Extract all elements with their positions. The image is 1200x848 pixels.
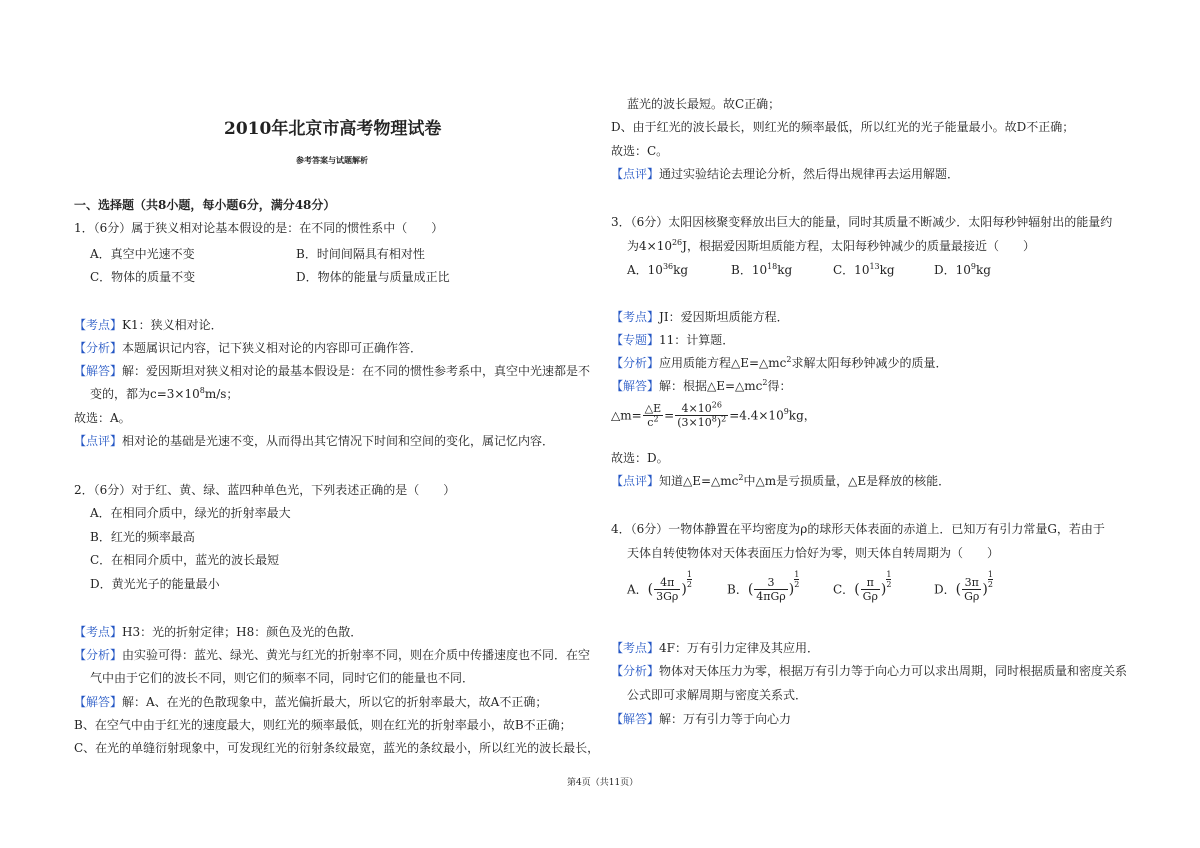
q3-option-d — [934, 262, 991, 278]
q3-stem-sup: 26 — [671, 238, 683, 247]
jieda-tag: 【解答】 — [611, 379, 660, 393]
q4-option-d-exp — [988, 570, 993, 589]
eq-frac2-num-a: 4×10 — [681, 402, 712, 415]
q4-fenxi — [611, 663, 1127, 679]
eq-rhs-unit: kg， — [788, 408, 816, 423]
q2-fenxi — [74, 647, 590, 663]
q3-option-c-text: C．10 — [833, 263, 870, 277]
q3-dianping-b: 中△m是亏损质量，△E是释放的核能． — [743, 474, 951, 488]
q1-dianping — [74, 433, 554, 449]
q3-dianping-sup: 2 — [738, 473, 744, 482]
q1-stem: 1．（6分）属于狭义相对论基本假设的是：在不同的惯性系中（ ） — [74, 221, 444, 235]
eq-frac1-num: △E — [644, 402, 662, 415]
q1-kaodian-text: K1：狭义相对论． — [122, 318, 223, 332]
q2-option-a: A．在相同介质中，绿光的折射率最大 — [90, 506, 291, 520]
q1-jieda-cont-sup: 8 — [199, 386, 205, 395]
q4-a-num: 4π — [654, 576, 680, 590]
eq-frac2-den-a: (3×10 — [677, 416, 712, 429]
eq-fraction-2 — [675, 402, 728, 429]
q1-jieda-cont-a: 变的，都为c=3×10 — [90, 387, 200, 401]
jieda-tag: 【解答】 — [611, 712, 660, 726]
dianping-tag: 【点评】 — [74, 434, 123, 448]
eq-fraction-1 — [643, 402, 664, 429]
q1-kaodian — [74, 317, 223, 333]
q3-option-b-text: B．10 — [731, 263, 768, 277]
q2-answer: 故选：C。 — [611, 144, 669, 158]
q4-option-a-frac — [654, 576, 680, 603]
eq-frac1-den — [643, 416, 664, 429]
q4-d-num: 3π — [962, 576, 981, 590]
q4-b-num: 3 — [754, 576, 787, 590]
q2-stem: 2．（6分）对于红、黄、绿、蓝四种单色光，下列表述正确的是（ ） — [74, 483, 456, 497]
fenxi-tag: 【分析】 — [611, 356, 660, 370]
q4-kaodian — [611, 640, 819, 656]
q3-option-c — [833, 262, 895, 278]
q4-b-exp-den: 2 — [794, 580, 800, 589]
q3-option-c-sup: 13 — [869, 262, 880, 271]
q4-a-exp-num: 1 — [686, 570, 692, 579]
eq-frac1-den-sup: 2 — [653, 414, 659, 424]
q4-option-c-frac — [861, 576, 880, 603]
section-heading: 一、选择题（共8小题，每小题6分，满分48分） — [74, 198, 336, 212]
q3-equation: △m= $\frac{\triangle E}{c^2}$ = $\frac{4\times 10^{26}}{(3\times 10^8)^2}$ $=4.4\times 10^9kg$， — [611, 400, 816, 429]
kaodian-tag: 【考点】 — [611, 310, 660, 324]
q3-fenxi-b: 求解太阳每秒钟减少的质量． — [791, 356, 948, 370]
q3-option-b — [731, 262, 792, 278]
page-title: 2010年北京市高考物理试卷 — [224, 119, 442, 139]
q4-d-exp-den: 2 — [987, 580, 993, 589]
eq-frac2-num-sup: 26 — [711, 400, 722, 410]
q3-dianping-a: 知道△E=△mc — [659, 474, 739, 488]
eq-rhs-sup: 9 — [783, 407, 789, 416]
q4-c-num: π — [861, 576, 880, 590]
q1-option-c: C．物体的质量不变 — [90, 270, 196, 284]
q2-jieda-d: D、由于红光的波长最长，则红光的频率最低，所以红光的光子能量最小。故D不正确； — [611, 120, 1075, 134]
eq-frac2-den-outer: 2 — [721, 414, 727, 424]
q3-fenxi-sup: 2 — [786, 355, 792, 364]
q1-option-a: A．真空中光速不变 — [90, 247, 195, 261]
q3-option-b-sup: 18 — [767, 262, 778, 271]
q3-jieda-sup: 2 — [762, 378, 768, 387]
q4-option-b-label: B． — [727, 582, 748, 597]
q4-b-exp-num: 1 — [794, 570, 800, 579]
q3-kaodian — [611, 309, 789, 325]
q4-fenxi-text: 物体对天体压力为零，根据万有引力等于向心力可以求出周期，同时根据质量和密度关系 — [659, 664, 1128, 678]
q4-b-den: 4πGρ — [756, 590, 786, 603]
eq-frac2-den-sup: 8 — [711, 414, 717, 424]
q3-fenxi — [611, 355, 948, 371]
q4-kaodian-text: 4F：万有引力定律及其应用． — [659, 641, 819, 655]
q3-kaodian-text: JI：爱因斯坦质能方程． — [659, 310, 789, 324]
eq-frac1-den-c: c — [647, 416, 654, 429]
q1-jieda-cont-b: m/s； — [204, 387, 239, 401]
dianping-tag: 【点评】 — [611, 167, 660, 181]
q3-stem-cont — [627, 238, 1035, 254]
q3-fenxi-a: 应用质能方程△E=△mc — [659, 356, 787, 370]
q2-jieda-c: C、在光的单缝衍射现象中，可发现红光的衍射条纹最宽，蓝光的条纹最小，所以红光的波长最长， — [74, 741, 600, 755]
q3-zhuanti — [611, 332, 734, 348]
q2-dianping-text: 通过实验结论去理论分析，然后得出规律再去运用解题． — [659, 167, 960, 181]
q2-option-c: C．在相同介质中，蓝光的波长最短 — [90, 553, 280, 567]
q1-jieda-text: 解：爱因斯坦对狭义相对论的最基本假设是：在不同的惯性参考系中，真空中光速都是不 — [122, 364, 591, 378]
eq-rhs: =4.4×10 — [729, 408, 784, 423]
q3-jieda — [611, 378, 792, 394]
q4-option-b-frac — [754, 576, 787, 603]
fenxi-tag: 【分析】 — [74, 341, 123, 355]
q2-kaodian-text: H3：光的折射定律；H8：颜色及光的色散． — [122, 625, 363, 639]
q4-stem-cont: 天体自转使物体对天体表面压力恰好为零，则天体自转周期为（ ） — [627, 546, 1000, 560]
jieda-tag: 【解答】 — [74, 364, 123, 378]
page-subtitle: 参考答案与试题解析 — [296, 155, 368, 165]
kaodian-tag: 【考点】 — [74, 625, 123, 639]
zhuanti-tag: 【专题】 — [611, 333, 660, 347]
q4-a-den: 3Gρ — [656, 590, 679, 603]
q1-answer: 故选：A。 — [74, 411, 131, 425]
eq-frac2-den — [675, 416, 728, 429]
q2-jieda-c-cont: 蓝光的波长最短。故C正确； — [627, 97, 781, 111]
q2-option-d: D．黄光光子的能量最小 — [90, 577, 220, 591]
q1-option-b: B．时间间隔具有相对性 — [296, 247, 425, 261]
kaodian-tag: 【考点】 — [74, 318, 123, 332]
q1-option-d: D．物体的能量与质量成正比 — [296, 270, 450, 284]
eq-frac2-den-b: ) — [716, 416, 722, 429]
q3-option-c-unit: kg — [879, 263, 895, 277]
q4-d-den: Gρ — [964, 590, 980, 603]
q4-jieda — [611, 711, 791, 727]
q3-option-d-unit: kg — [976, 263, 991, 277]
q3-stem-b: J，根据爱因斯坦质能方程，太阳每秒钟减少的质量最接近（ ） — [682, 239, 1035, 253]
fenxi-tag: 【分析】 — [611, 664, 660, 678]
q2-jieda-b: B、在空气中由于红光的速度最大，则红光的频率最低，则在红光的折射率最小，故B不正确； — [74, 718, 572, 732]
q4-c-den: Gρ — [862, 590, 878, 603]
dianping-tag: 【点评】 — [611, 474, 660, 488]
q3-option-a — [627, 262, 688, 278]
q3-jieda-b: 得： — [767, 379, 792, 393]
q3-stem: 3．（6分）太阳因核聚变释放出巨大的能量，同时其质量不断减少．太阳每秒钟辐射出的能量约 — [611, 215, 1113, 229]
q2-fenxi-text: 由实验可得：蓝光、绿光、黄光与红光的折射率不同，则在介质中传播速度也不同．在空 — [122, 648, 591, 662]
kaodian-tag: 【考点】 — [611, 641, 660, 655]
eq-lhs: △m= — [611, 408, 642, 423]
q2-fenxi-cont: 气中由于它们的波长不同，则它们的频率不同，同时它们的能量也不同． — [90, 671, 475, 685]
q4-option-d-label: D． — [934, 582, 956, 597]
q4-option-a: A．( $\frac{4\pi}{3G\rho}$ ) $\frac{1}{2}$ — [627, 570, 692, 603]
q3-answer: 故选：D。 — [611, 451, 669, 465]
q4-option-c-exp — [886, 570, 891, 589]
q1-jieda — [74, 363, 590, 379]
q3-option-a-sup: 36 — [662, 262, 674, 271]
q3-option-d-text: D．10 — [934, 263, 971, 277]
q1-fenxi — [74, 340, 422, 356]
q4-jieda-text: 解：万有引力等于向心力 — [659, 712, 792, 726]
q3-option-b-unit: kg — [777, 263, 793, 277]
q1-dianping-text: 相对论的基础是光速不变，从而得出其它情况下时间和空间的变化，属记忆内容． — [122, 434, 555, 448]
q4-option-a-exp — [687, 570, 692, 589]
q3-zhuanti-text: 11：计算题． — [659, 333, 735, 347]
q4-option-a-label: A． — [627, 582, 648, 597]
q3-stem-a: 为4×10 — [627, 239, 672, 253]
q2-jieda — [74, 694, 547, 710]
q1-jieda-cont — [90, 386, 238, 402]
q3-dianping — [611, 473, 950, 489]
q4-fenxi-cont: 公式即可求解周期与密度关系式． — [627, 688, 808, 702]
q3-jieda-a: 解：根据△E=△mc — [659, 379, 763, 393]
q4-c-exp-num: 1 — [886, 570, 892, 579]
q3-option-a-unit: kg — [673, 263, 689, 277]
jieda-tag: 【解答】 — [74, 695, 123, 709]
q1-fenxi-text: 本题属识记内容，记下狭义相对论的内容即可正确作答． — [122, 341, 423, 355]
q4-option-c: C．( $\frac{\pi}{G\rho}$ ) $\frac{1}{2}$ — [833, 570, 892, 603]
q2-jieda-text: 解：A、在光的色散现象中，蓝光偏折最大，所以它的折射率最大，故A不正确； — [122, 695, 548, 709]
q3-option-d-sup: 9 — [970, 262, 976, 271]
q4-option-d: D．( $\frac{3\pi}{G\rho}$ ) $\frac{1}{2}$ — [934, 570, 993, 603]
page-footer: 第4页（共11页） — [567, 778, 639, 788]
q4-c-exp-den: 2 — [886, 580, 892, 589]
q4-d-exp-num: 1 — [987, 570, 993, 579]
q3-option-a-text: A．10 — [627, 263, 663, 277]
q4-a-exp-den: 2 — [686, 580, 692, 589]
fenxi-tag: 【分析】 — [74, 648, 123, 662]
q4-option-b-exp — [794, 570, 799, 589]
q2-option-b: B．红光的频率最高 — [90, 530, 195, 544]
q4-option-d-frac — [962, 576, 981, 603]
q4-stem: 4．（6分）一物体静置在平均密度为ρ的球形天体表面的赤道上．已知万有引力常量G，若由于 — [611, 522, 1105, 536]
q4-option-c-label: C． — [833, 582, 855, 597]
q2-dianping — [611, 166, 959, 182]
q4-option-b: B．( $\frac{3}{\text{4πGρ}}$ ) $\frac{1}{2}$ — [727, 570, 800, 603]
q2-kaodian — [74, 624, 362, 640]
